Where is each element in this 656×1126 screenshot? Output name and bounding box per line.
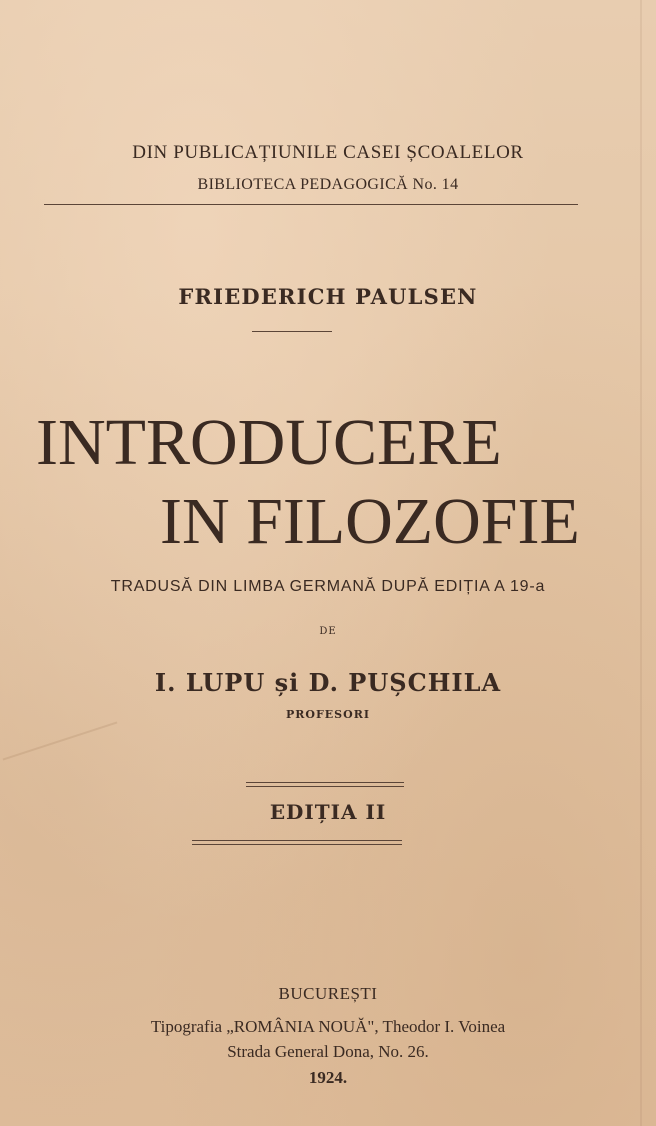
edition-rule-bottom [192,840,402,845]
title-line-1: INTRODUCERE [36,406,502,479]
imprint-city: BUCUREȘTI [278,984,378,1003]
imprint-year: 1924. [308,1068,348,1087]
series-line-1: DIN PUBLICAȚIUNILE CASEI ȘCOALELOR [132,142,524,163]
author-name: FRIEDERICH PAULSEN [178,284,478,309]
edition-label: EDIȚIA II [269,800,387,824]
translators-profession: PROFESORI [285,708,370,721]
title-line-2: IN FILOZOFIE [160,485,580,558]
translators: I. LUPU și D. PUȘCHILA [154,668,502,697]
edition-rule-top [246,782,404,787]
series-line-2: BIBLIOTECA PEDAGOGICĂ No. 14 [197,176,459,193]
imprint-address: Strada General Dona, No. 26. [227,1042,429,1061]
paper-edge-shadow [640,0,642,1126]
paper-crease [3,722,118,761]
translation-note: TRADUSĂ DIN LIMBA GERMANĂ DUPĂ EDIȚIA A 19-a [110,578,546,595]
imprint-printer: Tipografia „ROMÂNIA NOUĂ", Theodor I. Voinea [150,1017,506,1036]
author-ornament-rule [252,331,332,332]
series-rule [44,204,578,205]
by-label: DE [319,626,337,637]
